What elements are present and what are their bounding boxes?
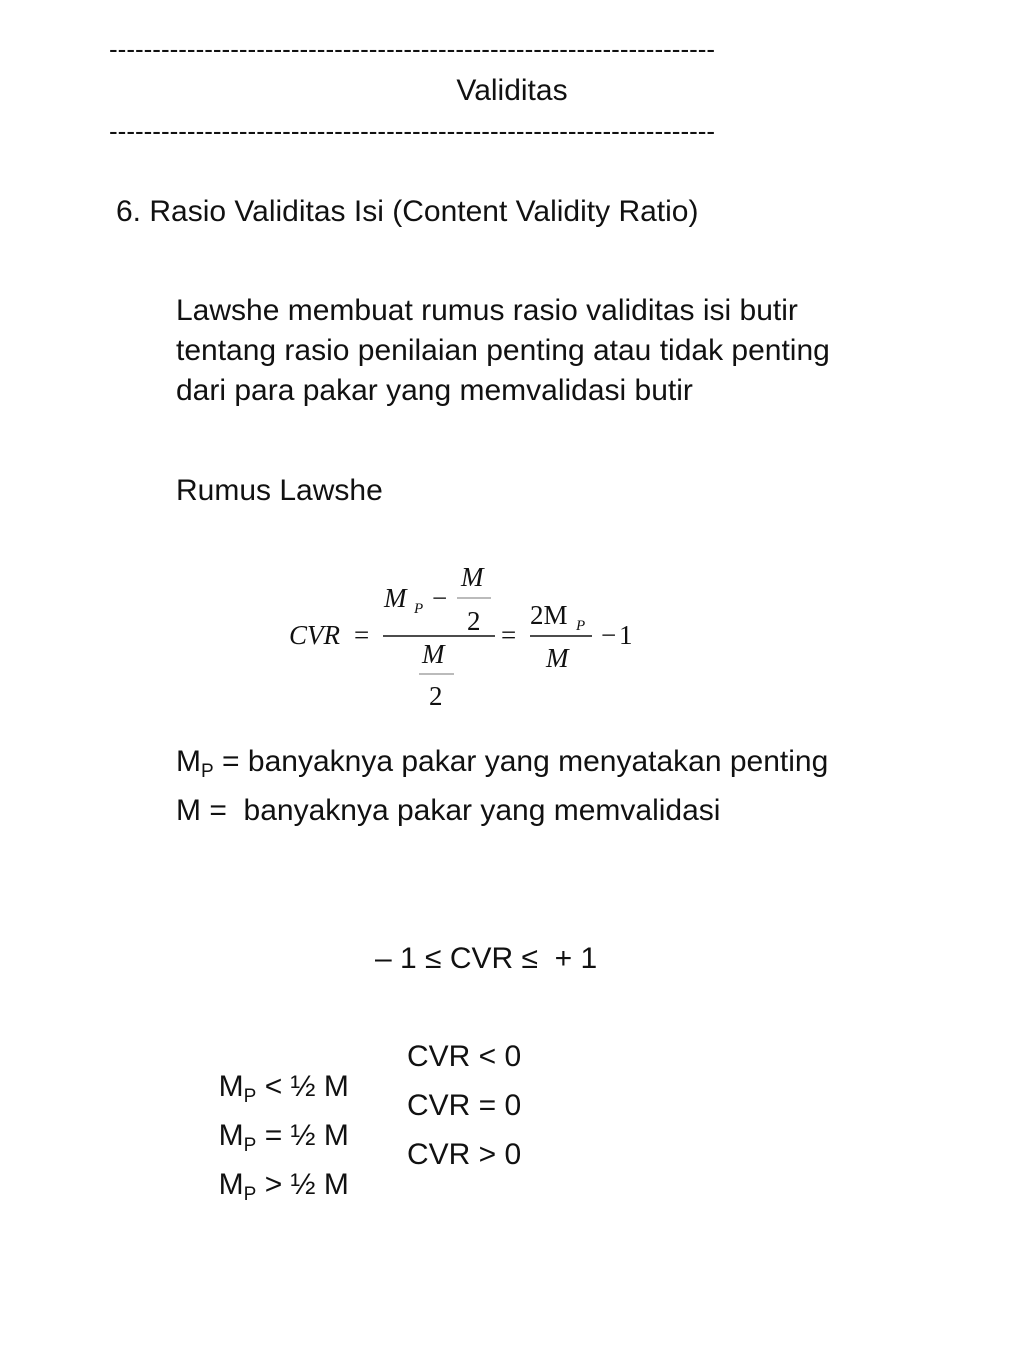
formula-sub-p: P bbox=[414, 601, 424, 617]
condition-result: CVR = 0 bbox=[407, 1089, 522, 1122]
definition-symbol: M bbox=[176, 794, 201, 827]
condition-row bbox=[202, 1140, 349, 1204]
definition-text: banyaknya pakar yang memvalidasi bbox=[243, 794, 721, 827]
separator-bottom: ---------------------------------------------------------------------- bbox=[109, 116, 716, 146]
definition-m bbox=[176, 796, 720, 826]
page-title: Validitas bbox=[456, 74, 568, 107]
condition-result: CVR > 0 bbox=[407, 1138, 522, 1171]
formula-equals-2: = bbox=[501, 620, 517, 650]
definition-equals: = bbox=[213, 745, 248, 778]
formula-m: M bbox=[422, 639, 445, 669]
definition-symbol: M bbox=[176, 745, 201, 778]
separator-top: ---------------------------------------------------------------------- bbox=[109, 34, 716, 64]
condition-relation: = ½ M bbox=[256, 1119, 349, 1152]
condition-symbol: M bbox=[218, 1168, 244, 1201]
formula-minus: − bbox=[601, 620, 617, 650]
formula-cvr: CVR bbox=[289, 620, 340, 650]
formula-m: M bbox=[461, 562, 484, 592]
formula-two: 2 bbox=[467, 606, 481, 636]
formula-m: M bbox=[384, 583, 407, 613]
formula-one: 1 bbox=[619, 620, 633, 650]
condition-subscript: P bbox=[243, 1184, 257, 1205]
section-heading: 6. Rasio Validitas Isi (Content Validity Ratio) bbox=[116, 195, 699, 228]
cvr-range: – 1 ≤ CVR ≤ + 1 bbox=[375, 942, 598, 975]
formula-minus: − bbox=[432, 583, 448, 613]
definition-text: banyaknya pakar yang menyatakan penting bbox=[247, 745, 829, 778]
condition-relation: < ½ M bbox=[256, 1070, 349, 1103]
formula-two: 2 bbox=[429, 681, 443, 711]
condition-result: CVR < 0 bbox=[407, 1040, 522, 1073]
definition-equals: = bbox=[201, 794, 244, 827]
definition-subscript: P bbox=[201, 761, 214, 782]
paragraph-line: dari para pakar yang memvalidasi butir bbox=[176, 374, 693, 407]
formula-two-m: 2M bbox=[530, 600, 568, 630]
formula-m: M bbox=[546, 643, 569, 673]
formula-label: Rumus Lawshe bbox=[176, 474, 383, 507]
definition-mp bbox=[176, 747, 828, 781]
paragraph-line: Lawshe membuat rumus rasio validitas isi butir bbox=[176, 294, 798, 327]
condition-symbol: M bbox=[218, 1119, 244, 1152]
condition-subscript: P bbox=[243, 1135, 257, 1156]
condition-symbol: M bbox=[218, 1070, 244, 1103]
paragraph-line: tentang rasio penilaian penting atau tidak penting bbox=[176, 334, 830, 367]
formula-sub-p: P bbox=[576, 618, 586, 634]
condition-subscript: P bbox=[243, 1086, 257, 1107]
condition-relation: > ½ M bbox=[256, 1168, 349, 1201]
formula-equals-1: = bbox=[354, 620, 370, 650]
